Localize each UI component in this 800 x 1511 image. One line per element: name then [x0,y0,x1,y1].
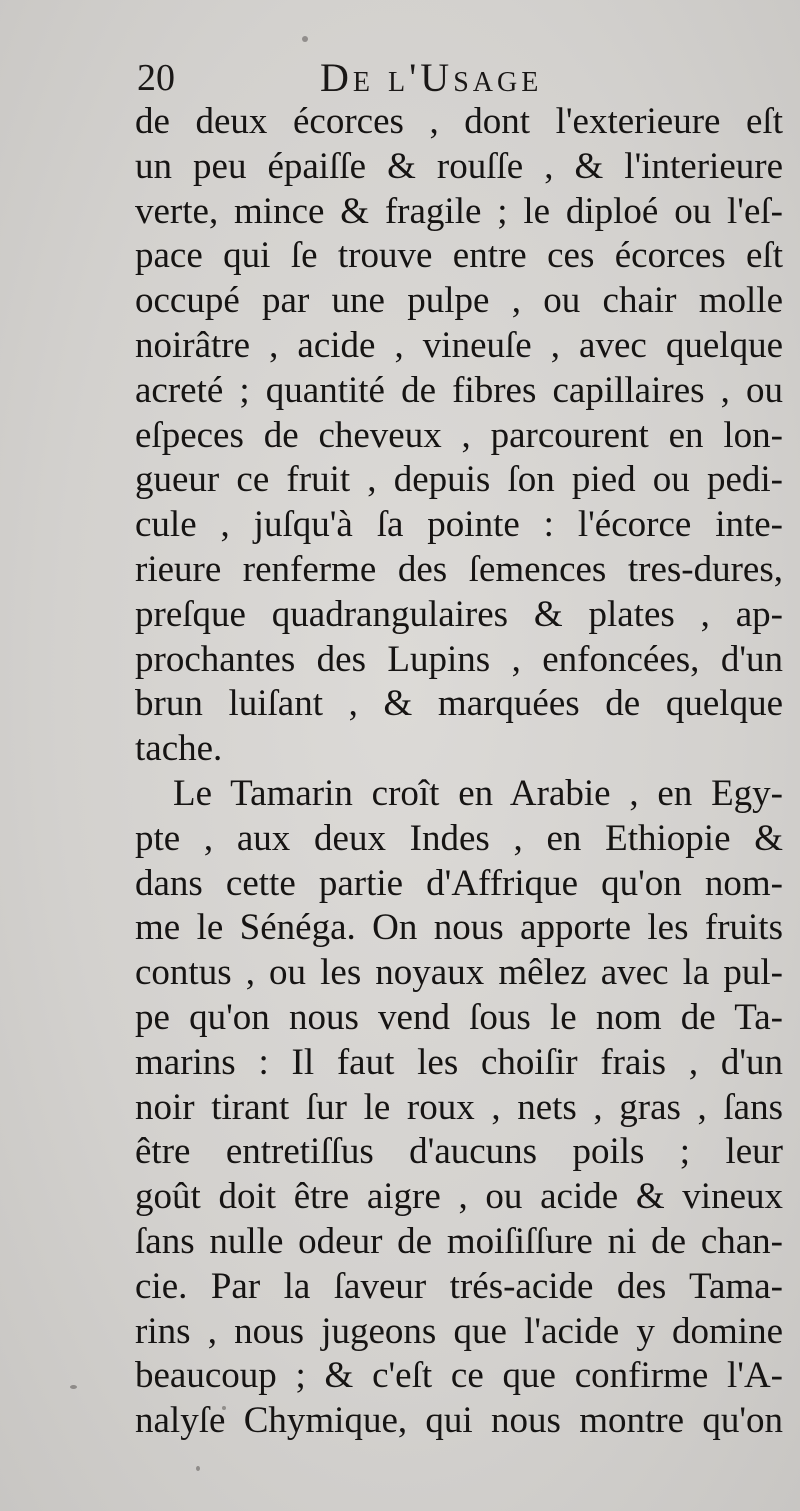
ink-speck [196,1466,200,1471]
text-line: cie. Par la ſaveur trés-acide des Tama- [135,1265,783,1307]
text-line: eſpeces de cheveux , parcourent en lon- [135,414,783,456]
page-number: 20 [137,57,175,99]
body-text [135,100,783,1444]
ink-speck [70,1385,77,1389]
text-line: marins : Il faut les choiſir frais , d'un [135,1041,783,1083]
text-line: être entretiſſus d'aucuns poils ; leur [135,1131,783,1173]
ink-speck [302,36,308,42]
text-line: noirâtre , acide , vineuſe , avec quelque [135,324,783,366]
text-line: acreté ; quantité de fibres capillaires , ou [135,369,783,411]
text-line: preſque quadrangulaires & plates , ap- [135,593,783,635]
text-line: noir tirant ſur le roux , nets , gras , ſans [135,1086,783,1128]
text-line: prochantes des Lupins , enfoncées, d'un [135,638,783,680]
text-line: gueur ce fruit , depuis ſon pied ou pedi- [135,459,783,501]
text-line: contus , ou les noyaux mêlez avec la pul- [135,952,783,994]
text-line: pace qui ſe trouve entre ces écorces eſt [135,235,783,277]
text-line: pte , aux deux Indes , en Ethiopie & [135,817,783,859]
text-line: beaucoup ; & c'eſt ce que confirme l'A- [135,1355,783,1397]
running-head [0,54,800,104]
text-line: nalyſe Chymique, qui nous montre qu'on [135,1400,783,1442]
text-line: goût doit être aigre , ou acide & vineux [135,1176,783,1218]
text-line: Le Tamarin croît en Arabie , en Egy- [173,772,783,814]
text-line: cule , juſqu'à ſa pointe : l'écorce inte- [135,504,783,546]
text-line: occupé par une pulpe , ou chair molle [135,280,783,322]
text-line: rieure renferme des ſemences tres-dures, [135,548,783,590]
text-line: pe qu'on nous vend ſous le nom de Ta- [135,996,783,1038]
text-line: dans cette partie d'Affrique qu'on nom- [135,862,783,904]
text-line: brun luiſant , & marquées de quelque [135,683,783,725]
text-line: rins , nous jugeons que l'acide y domine [135,1310,783,1352]
text-line: verte, mince & fragile ; le diploé ou l'eſ- [135,190,783,232]
text-line: de deux écorces , dont l'exterieure eſt [135,101,783,142]
text-line: ſans nulle odeur de moiſiſſure ni de chan- [135,1220,783,1262]
text-line: un peu épaiſſe & rouſſe , & l'interieure [135,145,783,187]
text-line: me le Sénéga. On nous apporte les fruits [135,907,783,949]
running-title: De l'Usage [320,55,543,100]
text-line: tache. [135,728,223,770]
